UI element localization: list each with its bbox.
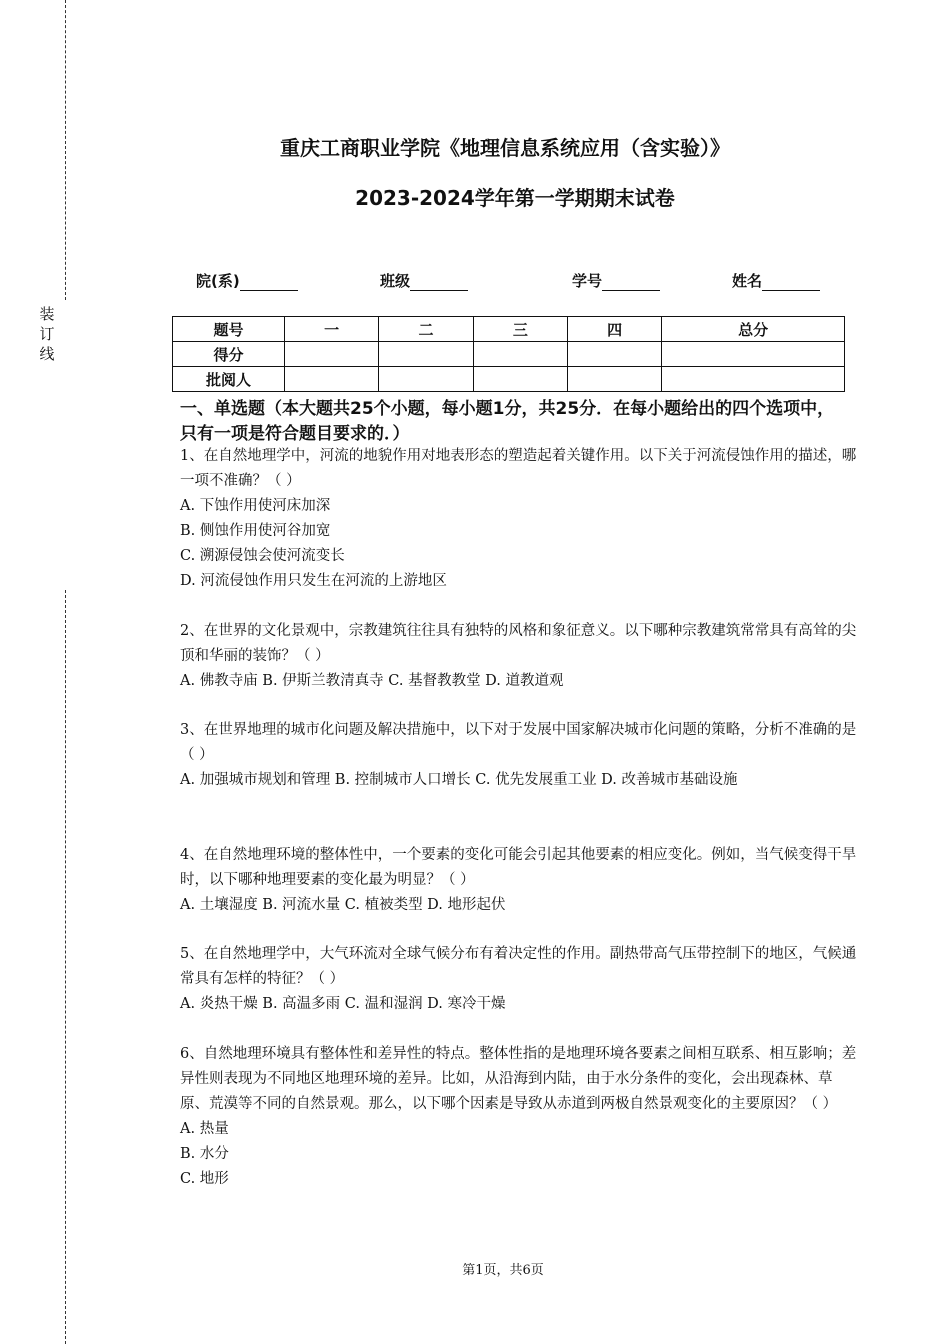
name-blank[interactable] bbox=[762, 274, 820, 291]
score-cell[interactable] bbox=[379, 342, 473, 367]
grader-cell[interactable] bbox=[662, 367, 845, 392]
option: A. 土壤湿度 B. 河流水量 C. 植被类型 D. 地形起伏 bbox=[180, 897, 506, 913]
grader-cell[interactable] bbox=[379, 367, 473, 392]
col-header-part4: 四 bbox=[567, 317, 661, 342]
option: B. 水分 bbox=[180, 1146, 229, 1162]
option: C. 溯源侵蚀会使河流变长 bbox=[180, 548, 345, 564]
score-cell[interactable] bbox=[473, 342, 567, 367]
option: C. 地形 bbox=[180, 1171, 229, 1187]
option: A. 加强城市规划和管理 B. 控制城市人口增长 C. 优先发展重工业 D. 改善城市基础设施 bbox=[180, 772, 738, 788]
page-number: 第1页，共6页 bbox=[462, 1263, 544, 1278]
option: A. 下蚀作用使河床加深 bbox=[180, 498, 331, 514]
question-stem: 1、在自然地理学中，河流的地貌作用对地表形态的塑造起着关键作用。以下关于河流侵蚀作用的描述，哪一项不准确？（ ） bbox=[180, 448, 857, 489]
col-header-total: 总分 bbox=[662, 317, 845, 342]
question-4 bbox=[180, 843, 860, 918]
class-label: 班级 bbox=[380, 272, 411, 290]
question-stem: 5、在自然地理学中，大气环流对全球气候分布有着决定性的作用。副热带高气压带控制下的地区，气候通常具有怎样的特征？（ ） bbox=[180, 946, 857, 987]
score-cell[interactable] bbox=[567, 342, 661, 367]
department-label: 院(系) bbox=[196, 272, 240, 290]
question-2 bbox=[180, 619, 860, 694]
score-table-header bbox=[173, 317, 845, 342]
binding-label bbox=[37, 304, 57, 364]
department-blank[interactable] bbox=[240, 274, 298, 291]
question-stem: 2、在世界的文化景观中，宗教建筑往往具有独特的风格和象征意义。以下哪种宗教建筑常常具有高耸的尖顶和华丽的装饰？（ ） bbox=[180, 623, 857, 664]
name-label: 姓名 bbox=[732, 272, 763, 290]
option: A. 热量 bbox=[180, 1121, 229, 1137]
question-stem: 6、自然地理环境具有整体性和差异性的特点。整体性指的是地理环境各要素之间相互联系、相互影响；差异性则表现为不同地区地理环境的差异。比如，从沿海到内陆，由于水分条件的变化，会出现森林、草原、荒漠等不同的自然景观。那么，以下哪个因素是导致从赤道到两极自然景观变化的主要原因？（ ） bbox=[180, 1046, 857, 1112]
score-table bbox=[172, 316, 845, 392]
option: A. 佛教寺庙 B. 伊斯兰教清真寺 C. 基督教教堂 D. 道教道观 bbox=[180, 673, 564, 689]
class-field[interactable] bbox=[380, 270, 468, 291]
department-field[interactable] bbox=[196, 270, 298, 291]
grader-cell[interactable] bbox=[567, 367, 661, 392]
col-header-question-no: 题号 bbox=[173, 317, 285, 342]
grader-cell[interactable] bbox=[285, 367, 379, 392]
name-field[interactable] bbox=[732, 270, 820, 291]
student-id-blank[interactable] bbox=[602, 274, 660, 291]
col-header-part3: 三 bbox=[473, 317, 567, 342]
option: B. 侧蚀作用使河谷加宽 bbox=[180, 523, 331, 539]
option: D. 河流侵蚀作用只发生在河流的上游地区 bbox=[180, 573, 447, 589]
option: A. 炎热干燥 B. 高温多雨 C. 温和湿润 D. 寒冷干燥 bbox=[180, 996, 506, 1012]
score-cell[interactable] bbox=[662, 342, 845, 367]
exam-title-line2: 2023-2024学年第一学期期末试卷 bbox=[355, 186, 675, 210]
binding-char: 装 bbox=[39, 305, 55, 323]
question-6 bbox=[180, 1042, 860, 1192]
class-blank[interactable] bbox=[410, 274, 468, 291]
row-header-score: 得分 bbox=[173, 342, 285, 367]
row-header-grader: 批阅人 bbox=[173, 367, 285, 392]
binding-char: 订 bbox=[39, 325, 55, 343]
section-heading: 一、单选题（本大题共25个小题，每小题1分，共25分．在每小题给出的四个选项中，只有一项是符合题目要求的．） bbox=[180, 399, 835, 444]
question-5 bbox=[180, 942, 860, 1017]
question-stem: 3、在世界地理的城市化问题及解决措施中，以下对于发展中国家解决城市化问题的策略，分析不准确的是（ ） bbox=[180, 722, 857, 763]
grader-cell[interactable] bbox=[473, 367, 567, 392]
exam-title-line1: 重庆工商职业学院《地理信息系统应用（含实验）》 bbox=[280, 136, 730, 160]
binding-char: 线 bbox=[39, 345, 55, 363]
grader-row bbox=[173, 367, 845, 392]
score-row bbox=[173, 342, 845, 367]
col-header-part1: 一 bbox=[285, 317, 379, 342]
question-stem: 4、在自然地理环境的整体性中，一个要素的变化可能会引起其他要素的相应变化。例如，当气候变得干旱时，以下哪种地理要素的变化最为明显？（ ） bbox=[180, 847, 857, 888]
question-1 bbox=[180, 444, 860, 594]
col-header-part2: 二 bbox=[379, 317, 473, 342]
question-3 bbox=[180, 718, 860, 793]
student-id-label: 学号 bbox=[572, 272, 603, 290]
score-cell[interactable] bbox=[285, 342, 379, 367]
binding-line-bottom bbox=[65, 590, 66, 1344]
student-id-field[interactable] bbox=[572, 270, 660, 291]
